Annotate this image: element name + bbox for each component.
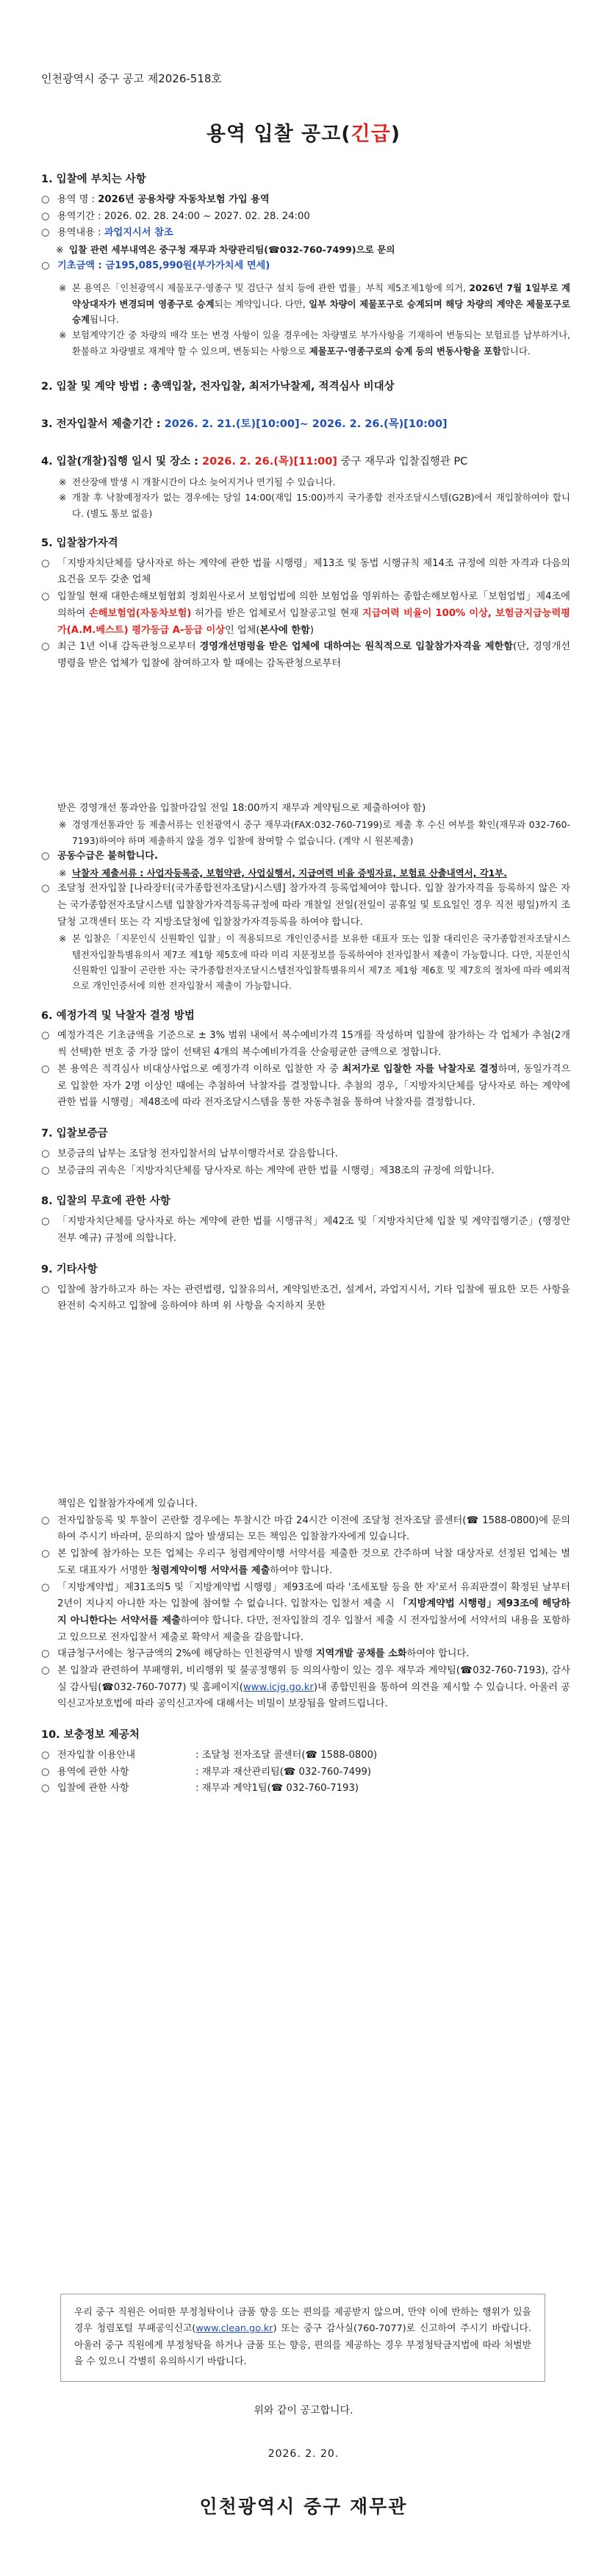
section-3-heading: 3. 전자입찰서 제출기간 : 2026. 2. 21.(토)[10:00]~ 2026. 2. 26.(목)[10:00] [41, 418, 448, 430]
circle-mark: ○ [41, 1514, 50, 1526]
title-main: 용역 입찰 공고( [206, 123, 351, 146]
other-1: ○ 입찰에 참가하고자 하는 자는 관련법령, 입찰유의서, 계약일반조건, 설계서, 과업지시서, 기타 입찰에 필요한 모든 사항을 완전히 숙지하고 입찰에 응하여야 하며 위 사항을 숙지하지 못한 [41, 1282, 570, 1315]
section-5-heading: 5. 입찰참가자격 [41, 537, 118, 549]
circle-mark: ○ [41, 883, 50, 895]
circle-mark: ○ [41, 1164, 50, 1176]
rebid-note: ※ 개찰 후 낙찰예정자가 없는 경우에는 당일 14:00(재입 15:00)까지 국가종합 전자조달시스템(G2B)에서 재입찰하여야 합니다. (별도 통보 없음) [59, 490, 570, 521]
circle-mark: ○ [41, 1783, 50, 1795]
section-6 [41, 1007, 570, 1112]
qualification-1: ○ 「지방자치단체를 당사자로 하는 계약에 관한 법률 시행령」제13조 및 동법 시행규칙 제14조 규정에 의한 자격과 다음의 요건을 모두 갖춘 업체 [41, 556, 570, 589]
required-docs-note: ※ 낙찰자 제출서류 : 사업자등록증, 보험약관, 사업실행서, 지급여력 비율 증빙자료, 보험료 산출내역서, 각1부. [59, 865, 570, 881]
service-period: ○ 용역기간 : 2026. 02. 28. 24:00 ~ 2027. 02. 28. 24:00 [41, 209, 570, 226]
other-6: ○ 본 입찰과 관련하여 부패행위, 비리행위 및 불공정행위 등 의의사항이 있는 경우 재무과 계약팀(☎032-760-7193), 감사실 감사팀(☎032-760-7077) 및 홈페이지(www.icjg.go.kr)내 종합민원을 통하여 의견을 제시할 수 있습니다. 아울러 공익신고자보호법에 따라 공익신고자에 대해서는 비밀이 보장됨을 알려드립니다. [41, 1663, 570, 1713]
ref-mark: ※ [59, 492, 67, 504]
circle-mark: ○ [41, 227, 50, 239]
circle-mark: ○ [41, 1648, 50, 1660]
circle-mark: ○ [41, 260, 50, 271]
ref-mark: ※ [59, 476, 67, 487]
section-7-heading: 7. 입찰보증금 [41, 1127, 108, 1139]
ref-mark: ※ [56, 244, 64, 256]
section-7 [41, 1125, 570, 1179]
ref-mark: ※ [59, 867, 67, 879]
circle-mark: ○ [41, 1216, 50, 1228]
circle-mark: ○ [41, 193, 50, 205]
section-4 [41, 453, 570, 521]
ref-mark: ※ [59, 329, 67, 341]
qualification-3: ○ 최근 1년 이내 감독관청으로부터 경영개선명령을 받은 업체에 대하여는 원칙적으로 입찰참가자격을 제한함(단, 경영개선명령을 받은 업체가 입찰에 참여하고자 할 때에는 감독관청으로부터 [41, 639, 570, 672]
other-5: ○ 대금청구서에는 청구금액의 2%에 해당하는 인천광역시 발행 지역개발 공채를 소화하여야 합니다. [41, 1646, 570, 1663]
circle-mark: ○ [41, 1750, 50, 1761]
circle-mark: ○ [41, 1581, 50, 1593]
deposit-1: ○ 보증금의 납부는 조달청 전자입찰서의 납부이행각서로 갈음합니다. [41, 1146, 570, 1163]
circle-mark: ○ [41, 1030, 50, 1042]
circle-mark: ○ [41, 210, 50, 222]
integrity-notice-box: 우리 중구 직원은 어떠한 부정청탁이나 금품 향응 또는 편의를 제공받지 않으며, 만약 이에 반하는 행위가 있을 경우 청렴포털 부패공익신고(www.clean.go.kr) 또는 중구 감사실(760-7077)로 신고하여 주시기 바랍니다. 아울러 중구 직원에게 부정청탁을 하거나 금품 또는 향응, 편의를 제공하는 경우 부정청탁금지법에 따라 처벌받을 수 있으니 각별히 유의하시기 바랍니다. [60, 2294, 545, 2382]
qualification-4: ○ 조달청 전자입찰 [나라장터(국가종합전자조달)시스템] 참가자격 등록업체여야 합니다. 입찰 참가자격을 등록하지 않은 자는 국가종합전자조달시스템 입찰참가자격등록규정에 따라 개찰일 전일(전일이 공휴일 및 토요일인 경우 직전 평일)까지 조달청 고객센터 또는 각 지방조달청에 입찰참가자격등록을 하여야 합니다. [41, 881, 570, 931]
section-10 [41, 1726, 570, 1797]
notice-body [41, 171, 570, 1797]
section-10-heading: 10. 보충정보 제공처 [41, 1729, 140, 1742]
page-title [0, 118, 607, 146]
homepage-link[interactable]: www.icjg.go.kr [243, 1681, 314, 1693]
closing-text: 위와 같이 공고합니다. [254, 2405, 353, 2416]
price-method: ○ 예정가격은 기초금액을 기준으로 ± 3% 범위 내에서 복수예비가격 15개를 작성하며 입찰에 참가하는 각 업체가 추첨(2개씩 선택)한 번호 중 가장 많이 선택된 4개의 복수예비가격을 산술평균한 금액으로 정합니다. [41, 1028, 570, 1061]
winner-method: ○ 본 용역은 적격심사 비대상사업으로 예정가격 이하로 입찰한 자 중 최저가로 입찰한 자를 낙찰자로 결정하며, 동일가격으로 입찰한 자가 2명 이상인 때에는 추첨하여 낙찰자를 결정합니다. 추첨의 경우,「지방자치단체를 당사자로 하는 계약에 관한 법률 시행령」제48조에 따라 전자조달시스템을 통한 자동추첨을 통하여 낙찰자를 결정합니다. [41, 1062, 570, 1112]
circle-mark: ○ [41, 1665, 50, 1677]
circle-mark: ○ [41, 591, 50, 603]
clean-portal-link[interactable]: www.clean.go.kr [195, 2323, 273, 2335]
circle-mark: ○ [41, 1284, 50, 1295]
issuer-name: 인천광역시 중구 재무관 [199, 2496, 408, 2517]
service-name: ○ 용역 명 : 2026년 공용차량 자동차보험 가입 용역 [41, 192, 570, 209]
section-1-heading: 1. 입찰에 부치는 사항 [41, 173, 146, 185]
section-8 [41, 1192, 570, 1247]
base-price: ○ 기초금액 : 금195,085,990원(부가가치세 면세) [41, 258, 570, 275]
blank-space [41, 673, 570, 801]
notice-date: 2026. 2. 20. [267, 2448, 340, 2460]
contact-row: ○ 입찰에 관한 사항 : 재무과 계약1팀(☎ 032-760-7193) [41, 1781, 570, 1797]
invalid-bid-rule: ○ 「지방자치단체를 당사자로 하는 계약에 관한 법률 시행규칙」제42조 및「지방자치단체 입찰 및 계약집행기준」(행정안전부 예규) 규정에 의합니다. [41, 1214, 570, 1247]
other-1-cont: 책임은 입찰참가자에게 있습니다. [57, 1498, 198, 1509]
section-5 [41, 534, 570, 994]
circle-mark: ○ [41, 1766, 50, 1778]
qualification-2: ○ 입찰일 현재 대한손해보험협회 정회원사로서 보험업법에 의한 보험업을 영위하는 종합손해보험사로「보험업법」제4조에 의하여 손해보험업(자동차보험) 허가를 받은 업체로서 입찰공고일 현재 지급여력 비율이 100% 이상, 보험금지급능력평가(A.M.베스트) 평가등급 A-등급 이상인 업체(본사에 한함) [41, 589, 570, 639]
vehicle-change-note: ※ 보험계약기간 중 차량의 매각 또는 변경 사항이 있을 경우에는 차량별로 부가사항을 기재하여 변동되는 보험료를 납부하거나, 환불하고 차량별로 재계약 할 수 있으며, 변동되는 사항으로 제물포구·영종구로의 승계 등의 변동사항을 포함합니다. [59, 327, 570, 359]
submission-note: ※ 경영개선통과안 등 제출서류는 인천광역시 중구 재무과(FAX:032-760-7199)로 제출 후 수신 여부를 확인(재무과 032-760-7193)하여야 하며 제출하지 않을 경우 입찰에 참여할 수 없습니다. (계약 시 원본제출) [59, 817, 570, 848]
inquiry-note: ※ 입찰 관련 세부내역은 중구청 재무과 차량관리팀(☎032-760-7499)으로 문의 [56, 242, 570, 258]
circle-mark: ○ [41, 641, 50, 653]
circle-mark: ○ [41, 1548, 50, 1560]
other-4: ○ 「지방계약법」제31조의5 및「지방계약법 시행령」제93조에 따라 '조세포탈 등을 한 자'로서 유죄판결이 확정된 날부터 2년이 지나지 아니한 자는 입찰에 참여할 수 없습니다. 입찰자는 입찰서 제출 시 「지방계약법 시행령」제93조에 해당하지 아니한다는 서약서를 제출하여야 합니다. 다만, 전자입찰의 경우 입찰서 제출 시 전자입찰서에 서약서의 내용을 포함하고 있으므로 전자입찰서 제출로 확약서 제출을 갈음합니다. [41, 1580, 570, 1647]
fingerprint-note: ※ 본 입찰은「지문인식 신원확인 입찰」이 적용되므로 개인인증서를 보유한 대표자 또는 입찰 대리인은 국가종합전자조달시스템전자입찰특별유의서 제7조 제1항 제5호에 따라 미리 지문정보를 등록하여야 전자입찰서 제출이 가능합니다. 다만, 지문인식 신원확인 입찰이 곤란한 자는 국가종합전자조달시스템전자입찰특별유의서 제7조 제1항 제6호 및 제7호의 절차에 따라 예외적으로 개인인증서에 의한 전자입찰서 제출이 가능합니다. [59, 931, 570, 993]
section-4-heading: 4. 입찰(개찰)집행 일시 및 장소 : 2026. 2. 26.(목)[11:00] 중구 재무과 입찰집행관 PC [41, 455, 468, 468]
service-content: ○ 용역내용 : 과업지시서 참조 [41, 225, 570, 242]
section-2-heading: 2. 입찰 및 계약 방법 : 총액입찰, 전자입찰, 최저가낙찰제, 적격심사 비대상 [41, 381, 395, 393]
title-urgent: 긴급 [351, 123, 391, 146]
contact-row: ○ 용역에 관한 사항 : 재무과 재산관리팀(☎ 032-760-7499) [41, 1764, 570, 1781]
section-9-heading: 9. 기타사항 [41, 1263, 98, 1276]
deposit-2: ○ 보증금의 귀속은「지방자치단체를 당사자로 하는 계약에 관한 법률 시행령」제38조의 규정에 의합니다. [41, 1163, 570, 1180]
contact-row: ○ 전자입찰 이용안내 : 조달청 전자조달 콜센터(☎ 1588-0800) [41, 1747, 570, 1764]
section-1 [41, 171, 570, 359]
circle-mark: ○ [41, 1148, 50, 1159]
section-8-heading: 8. 입찰의 무효에 관한 사항 [41, 1195, 170, 1208]
ref-mark: ※ [59, 282, 67, 294]
circle-mark: ○ [41, 1063, 50, 1075]
section-6-heading: 6. 예정가격 및 낙찰자 결정 방법 [41, 1009, 195, 1022]
qualification-3-cont: 받은 경영개선 통과안을 입찰마감일 전일 18:00까지 재무과 계약팀으로 제출하여야 함) [57, 802, 426, 814]
succession-note: ※ 본 용역은「인천광역시 제물포구·영종구 및 검단구 설치 등에 관한 법률」부칙 제5조제1항에 의거, 2026년 7월 1일부로 계약상대자가 변경되며 영종구로 승계되는 계약입니다. 다만, 일부 차량이 제물포구로 승계되며 해당 차량의 계약은 제물포구로 승계됩니다. [59, 280, 570, 327]
circle-mark: ○ [41, 851, 50, 862]
ref-mark: ※ [59, 933, 67, 945]
other-2: ○ 전자입찰등록 및 투찰이 곤란할 경우에는 투찰시간 마감 24시간 이전에 조달청 전자조달 콜센터(☎ 1588-0800)에 문의하여 주시기 바라며, 문의하지 않아 발생되는 모든 책임은 입찰참가자에게 있습니다. [41, 1513, 570, 1546]
blank-space [41, 1315, 570, 1496]
consortium-rule: ○ 공동수급은 불허합니다. [41, 848, 570, 865]
notice-number: 인천광역시 중구 공고 제2026-518호 [41, 72, 222, 85]
outage-note: ※ 전산장애 발생 시 개찰시간이 다소 늦어지거나 연기될 수 있습니다. [59, 474, 570, 490]
section-9 [41, 1261, 570, 1713]
other-3: ○ 본 입찰에 참가하는 모든 업체는 우리구 청렴계약이행 서약서를 제출한 것으로 간주하며 낙찰 대상자로 선정된 업체는 별도로 대표자가 서명한 청렴계약이행 서약서를 제출하여야 합니다. [41, 1546, 570, 1579]
circle-mark: ○ [41, 557, 50, 569]
title-close: ) [390, 123, 401, 146]
ref-mark: ※ [59, 819, 67, 831]
